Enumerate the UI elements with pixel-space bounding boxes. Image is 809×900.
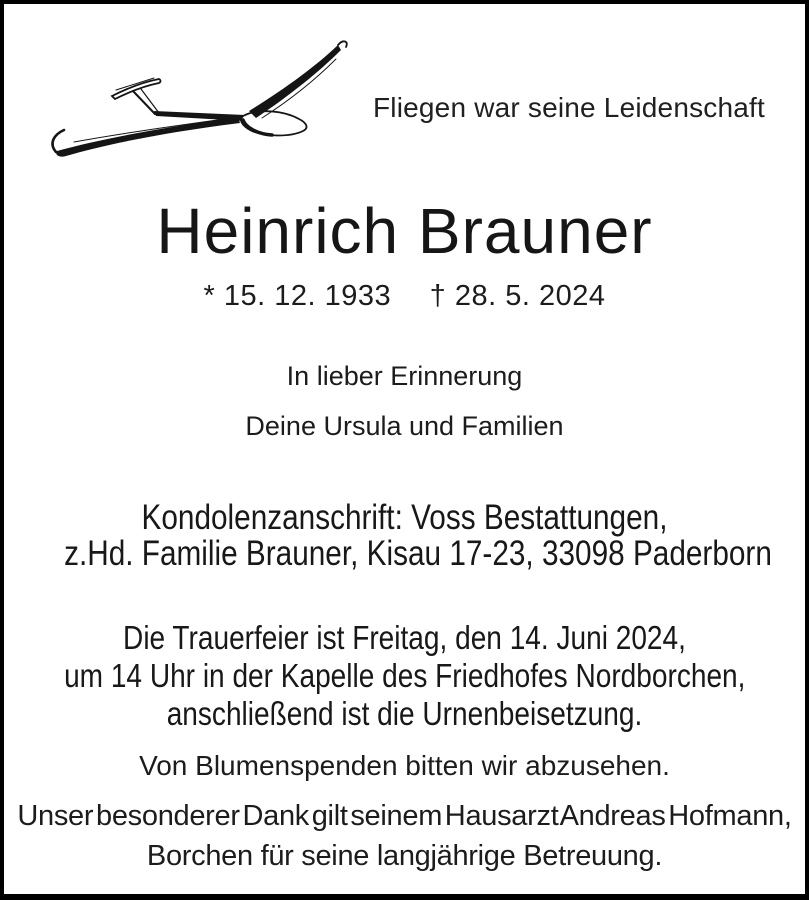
thanks-line-2: Borchen für seine langjährige Betreuung. [146,840,663,872]
motto-text: Fliegen war seine Leidenschaft [372,92,765,123]
service-line-2: um 14 Uhr in der Kapelle des Friedhofes Nordborchen, [64,657,746,694]
service-line-1: Die Trauerfeier ist Freitag, den 14. Juni 2024, [123,619,686,656]
thanks-note [4,796,805,876]
service-line-3: anschließend ist die Urnenbeisetzung. [166,695,643,732]
thanks-line-1: Unser besonderer Dank gilt seinem Hausarzt Andreas Hofmann, [17,800,792,832]
deceased-name: Heinrich Brauner [156,195,653,267]
flowers-note: Von Blumenspenden bitten wir abzusehen. [139,750,670,781]
glider-icon [40,30,360,172]
service-details [64,619,745,733]
remembrance-line: In lieber Erinnerung [286,361,523,391]
condolence-address [64,498,772,573]
condolence-line-1: Kondolenzanschrift: Voss Bestattungen, [141,498,668,537]
life-dates [4,280,805,313]
mourners-line: Deine Ursula und Familien [245,411,564,441]
death-date: † 28. 5. 2024 [429,280,606,312]
birth-date: * 15. 12. 1933 [203,280,392,312]
condolence-line-2: z.Hd. Familie Brauner, Kisau 17-23, 33098 Paderborn [64,534,772,573]
